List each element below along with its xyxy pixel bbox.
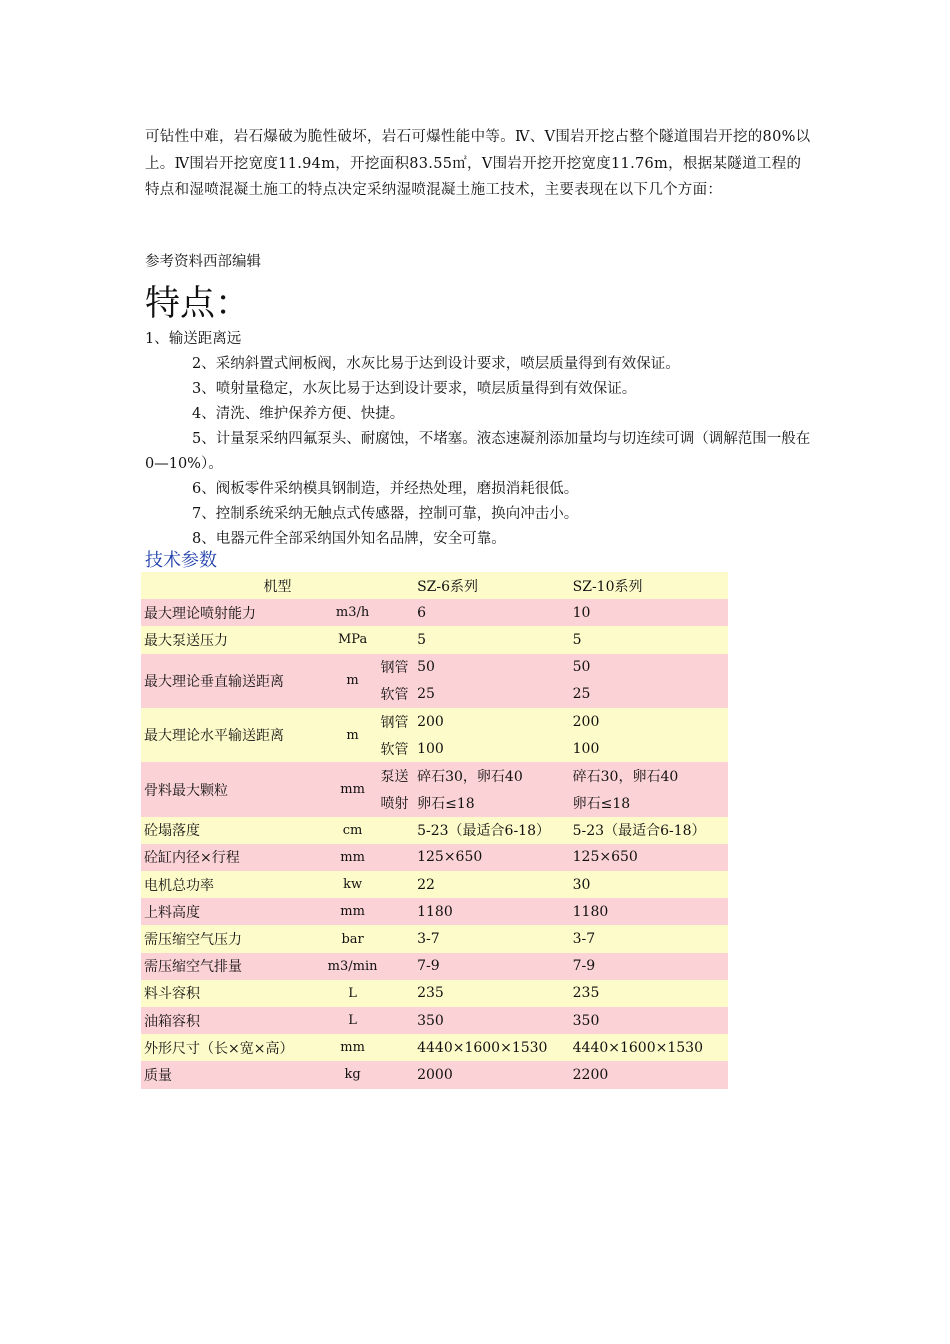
- param-sub: [378, 953, 415, 980]
- param-sub: 软管: [378, 735, 415, 762]
- spec-table: [141, 572, 728, 1089]
- param-sub: [378, 626, 415, 653]
- value-sz6: 3-7: [414, 925, 570, 952]
- feature-item: 7、控制系统采纳无触点式传感器，控制可靠，换向冲击小。: [192, 506, 579, 522]
- param-unit: L: [325, 1007, 378, 1034]
- value-sz10: 5-23（最适合6-18）: [570, 817, 728, 844]
- value-sz6: 5: [414, 626, 570, 653]
- table-row: [141, 898, 728, 925]
- table-header-row: [141, 572, 728, 599]
- param-name: 上料高度: [141, 898, 325, 925]
- param-name: 最大理论垂直输送距离: [141, 654, 325, 708]
- value-sz10: 7-9: [570, 953, 728, 980]
- feature-item: 3、喷射量稳定，水灰比易于达到设计要求，喷层质量得到有效保证。: [192, 381, 637, 397]
- feature-item: 4、清洗、维护保养方便、快捷。: [192, 406, 405, 422]
- param-unit: mm: [325, 1034, 378, 1061]
- param-name: 电机总功率: [141, 871, 325, 898]
- param-sub: [378, 1034, 415, 1061]
- value-sz10: 25: [570, 681, 728, 708]
- param-sub: [378, 871, 415, 898]
- param-sub: 钢管: [378, 654, 415, 681]
- table-row: [141, 980, 728, 1007]
- param-sub: [378, 844, 415, 871]
- header-sz6: SZ-6系列: [414, 572, 570, 599]
- table-row: [141, 1034, 728, 1061]
- value-sz10: 2200: [570, 1061, 728, 1088]
- feature-item: 6、阀板零件采纳模具钢制造，并经热处理，磨损消耗很低。: [192, 481, 579, 497]
- param-unit: m3/h: [325, 599, 378, 626]
- param-sub: [378, 898, 415, 925]
- table-row: [141, 844, 728, 871]
- param-unit: cm: [325, 817, 378, 844]
- value-sz10: 235: [570, 980, 728, 1007]
- feature-item: 8、电器元件全部采纳国外知名品牌，安全可靠。: [192, 531, 506, 547]
- param-sub: [378, 599, 415, 626]
- value-sz6: 200: [414, 708, 570, 735]
- value-sz10: 4440×1600×1530: [570, 1034, 728, 1061]
- table-row: [141, 817, 728, 844]
- param-name: 砼缸内径×行程: [141, 844, 325, 871]
- value-sz10: 100: [570, 735, 728, 762]
- value-sz10: 50: [570, 654, 728, 681]
- value-sz6: 卵石≤18: [414, 790, 570, 817]
- value-sz10: 卵石≤18: [570, 790, 728, 817]
- param-name: 外形尺寸（长×宽×高）: [141, 1034, 325, 1061]
- value-sz10: 碎石30，卵石40: [570, 762, 728, 789]
- param-sub: 泵送: [378, 762, 415, 789]
- value-sz10: 5: [570, 626, 728, 653]
- source-note: 参考资料西部编辑: [145, 254, 261, 270]
- value-sz10: 350: [570, 1007, 728, 1034]
- value-sz6: 1180: [414, 898, 570, 925]
- param-sub: 钢管: [378, 708, 415, 735]
- param-unit: mm: [325, 898, 378, 925]
- param-name: 骨料最大颗粒: [141, 762, 325, 816]
- param-sub: 喷射: [378, 790, 415, 817]
- param-unit: m3/min: [325, 953, 378, 980]
- param-sub: 软管: [378, 681, 415, 708]
- table-row: [141, 654, 728, 681]
- param-unit: m: [325, 654, 378, 708]
- features-list: [145, 327, 813, 552]
- value-sz6: 4440×1600×1530: [414, 1034, 570, 1061]
- value-sz6: 25: [414, 681, 570, 708]
- table-row: [141, 1061, 728, 1088]
- param-unit: kg: [325, 1061, 378, 1088]
- table-row: [141, 871, 728, 898]
- value-sz6: 50: [414, 654, 570, 681]
- param-name: 油箱容积: [141, 1007, 325, 1034]
- value-sz6: 235: [414, 980, 570, 1007]
- table-row: [141, 626, 728, 653]
- param-name: 需压缩空气排量: [141, 953, 325, 980]
- param-name: 需压缩空气压力: [141, 925, 325, 952]
- value-sz6: 2000: [414, 1061, 570, 1088]
- param-name: 最大理论喷射能力: [141, 599, 325, 626]
- param-name: 最大泵送压力: [141, 626, 325, 653]
- table-row: [141, 925, 728, 952]
- param-name: 料斗容积: [141, 980, 325, 1007]
- param-name: 质量: [141, 1061, 325, 1088]
- param-sub: [378, 980, 415, 1007]
- feature-item: 1、输送距离远: [145, 331, 242, 347]
- param-sub: [378, 925, 415, 952]
- value-sz6: 6: [414, 599, 570, 626]
- value-sz10: 3-7: [570, 925, 728, 952]
- intro-paragraph: 可钻性中难，岩石爆破为脆性破坏，岩石可爆性能中等。Ⅳ、Ⅴ围岩开挖占整个隧道围岩开挖的80%以上。Ⅳ围岩开挖宽度11.94m，开挖面积83.55㎡，Ⅴ围岩开挖开挖宽度11.76m，根据某隧道工程的特点和湿喷混凝土施工的特点决定采纳湿喷混凝土施工技术，主要表现在以下几个方面：: [145, 129, 811, 198]
- param-sub: [378, 1061, 415, 1088]
- param-unit: mm: [325, 844, 378, 871]
- value-sz6: 7-9: [414, 953, 570, 980]
- table-row: [141, 953, 728, 980]
- param-unit: kw: [325, 871, 378, 898]
- param-name: 砼塌落度: [141, 817, 325, 844]
- table-row: [141, 708, 728, 735]
- value-sz6: 350: [414, 1007, 570, 1034]
- value-sz10: 125×650: [570, 844, 728, 871]
- features-heading: 特点：: [145, 284, 251, 324]
- table-row: [141, 599, 728, 626]
- param-unit: mm: [325, 762, 378, 816]
- value-sz10: 1180: [570, 898, 728, 925]
- param-name: 最大理论水平输送距离: [141, 708, 325, 762]
- value-sz6: 22: [414, 871, 570, 898]
- table-row: [141, 1007, 728, 1034]
- param-unit: L: [325, 980, 378, 1007]
- header-model: 机型: [141, 572, 414, 599]
- value-sz10: 200: [570, 708, 728, 735]
- value-sz6: 100: [414, 735, 570, 762]
- header-sz10: SZ-10系列: [570, 572, 728, 599]
- value-sz6: 125×650: [414, 844, 570, 871]
- spec-section-title: 技术参数: [145, 550, 217, 571]
- table-row: [141, 762, 728, 789]
- param-unit: MPa: [325, 626, 378, 653]
- value-sz6: 碎石30，卵石40: [414, 762, 570, 789]
- value-sz6: 5-23（最适合6-18）: [414, 817, 570, 844]
- param-unit: m: [325, 708, 378, 762]
- feature-item: 5、计量泵采纳四氟泵头、耐腐蚀，不堵塞。液态速凝剂添加量均与切连续可调（调解范围一般在0—10%）。: [145, 431, 811, 472]
- feature-item: 2、采纳斜置式闸板阀，水灰比易于达到设计要求，喷层质量得到有效保证。: [192, 356, 680, 372]
- value-sz10: 30: [570, 871, 728, 898]
- param-sub: [378, 817, 415, 844]
- param-unit: bar: [325, 925, 378, 952]
- param-sub: [378, 1007, 415, 1034]
- value-sz10: 10: [570, 599, 728, 626]
